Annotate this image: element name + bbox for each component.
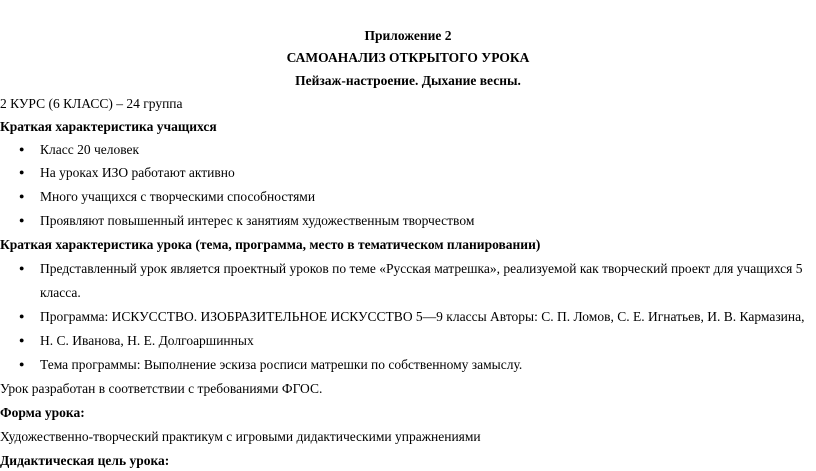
bullet-icon: ● — [19, 263, 25, 273]
bullet-icon: ● — [19, 167, 25, 177]
bullet-icon: ● — [19, 144, 25, 154]
form-heading: Форма урока: — [0, 405, 85, 420]
list-item: На уроках ИЗО работают активно — [40, 165, 235, 180]
list-item: Программа: ИСКУССТВО. ИЗОБРАЗИТЕЛЬНОЕ ИСКУССТВО 5—9 классы Авторы: С. П. Ломов, С. Е. Игнатьев, И. В. Кармазина, — [40, 309, 805, 324]
bullet-icon: ● — [19, 311, 25, 321]
list-item: Много учащихся с творческими способностями — [40, 189, 316, 204]
lesson-subtitle: Пейзаж-настроение. Дыхание весны. — [295, 73, 521, 88]
list-item: Класс 20 человек — [40, 142, 140, 157]
appendix-label: Приложение 2 — [364, 28, 452, 43]
form-text: Художественно-творческий практикум с игровыми дидактическими упражнениями — [0, 429, 481, 444]
bullet-icon: ● — [19, 215, 25, 225]
lesson-heading: Краткая характеристика урока (тема, программа, место в тематическом планировании) — [0, 237, 541, 252]
students-heading: Краткая характеристика учащихся — [0, 119, 217, 134]
group-line: 2 КУРС (6 КЛАСС) – 24 группа — [0, 96, 183, 111]
list-item-continuation: класса. — [40, 285, 81, 300]
bullet-icon: ● — [19, 359, 25, 369]
fgos-line: Урок разработан в соответствии с требованиями ФГОС. — [0, 381, 323, 396]
document-title: САМОАНАЛИЗ ОТКРЫТОГО УРОКА — [286, 50, 530, 65]
bullet-icon: ● — [19, 191, 25, 201]
list-item: Представленный урок является проектный уроков по теме «Русская матрешка», реализуемой как творческий проект для учащихся 5 — [40, 261, 803, 276]
list-item: Н. С. Иванова, Н. Е. Долгоаршинных — [40, 333, 254, 348]
bullet-icon: ● — [19, 335, 25, 345]
didactic-heading: Дидактическая цель урока: — [0, 453, 170, 468]
list-item: Проявляют повышенный интерес к занятиям художественным творчеством — [40, 213, 475, 228]
list-item: Тема программы: Выполнение эскиза росписи матрешки по собственному замыслу. — [40, 357, 523, 372]
